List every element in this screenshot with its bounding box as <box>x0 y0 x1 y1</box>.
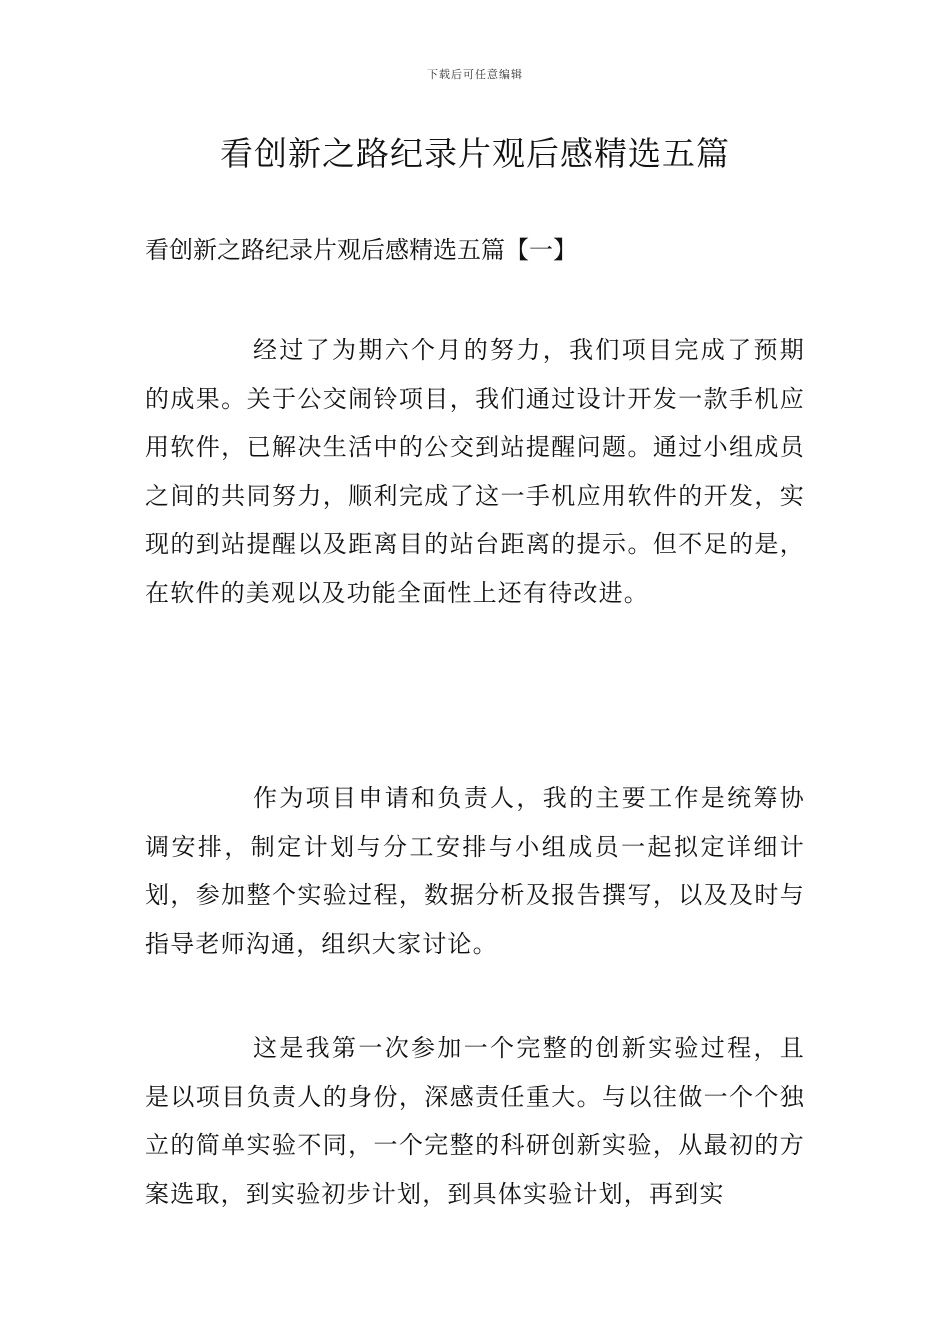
section-heading: 看创新之路纪录片观后感精选五篇【一】 <box>145 236 577 264</box>
paragraph-2: 作为项目申请和负责人，我的主要工作是统筹协调安排，制定计划与分工安排与小组成员一起拟定详细计划，参加整个实验过程，数据分析及报告撰写，以及及时与指导老师沟通，组织大家讨论。 <box>145 784 805 958</box>
page-header-note: 下载后可任意编辑 <box>427 68 523 81</box>
document-title: 看创新之路纪录片观后感精选五篇 <box>220 134 730 173</box>
paragraph-1: 经过了为期六个月的努力，我们项目完成了预期的成果。关于公交闹铃项目，我们通过设计开发一款手机应用软件，已解决生活中的公交到站提醒问题。通过小组成员之间的共同努力，顺利完成了这一手机应用软件的开发，实现的到站提醒以及距离目的站台距离的提示。但不足的是，在软件的美观以及功能全面性上还有待改进。 <box>145 336 805 607</box>
paragraph-3: 这是我第一次参加一个完整的创新实验过程，且是以项目负责人的身份，深感责任重大。与以往做一个个独立的简单实验不同，一个完整的科研创新实验，从最初的方案选取，到实验初步计划，到具体实验计划，再到实 <box>145 1034 805 1208</box>
